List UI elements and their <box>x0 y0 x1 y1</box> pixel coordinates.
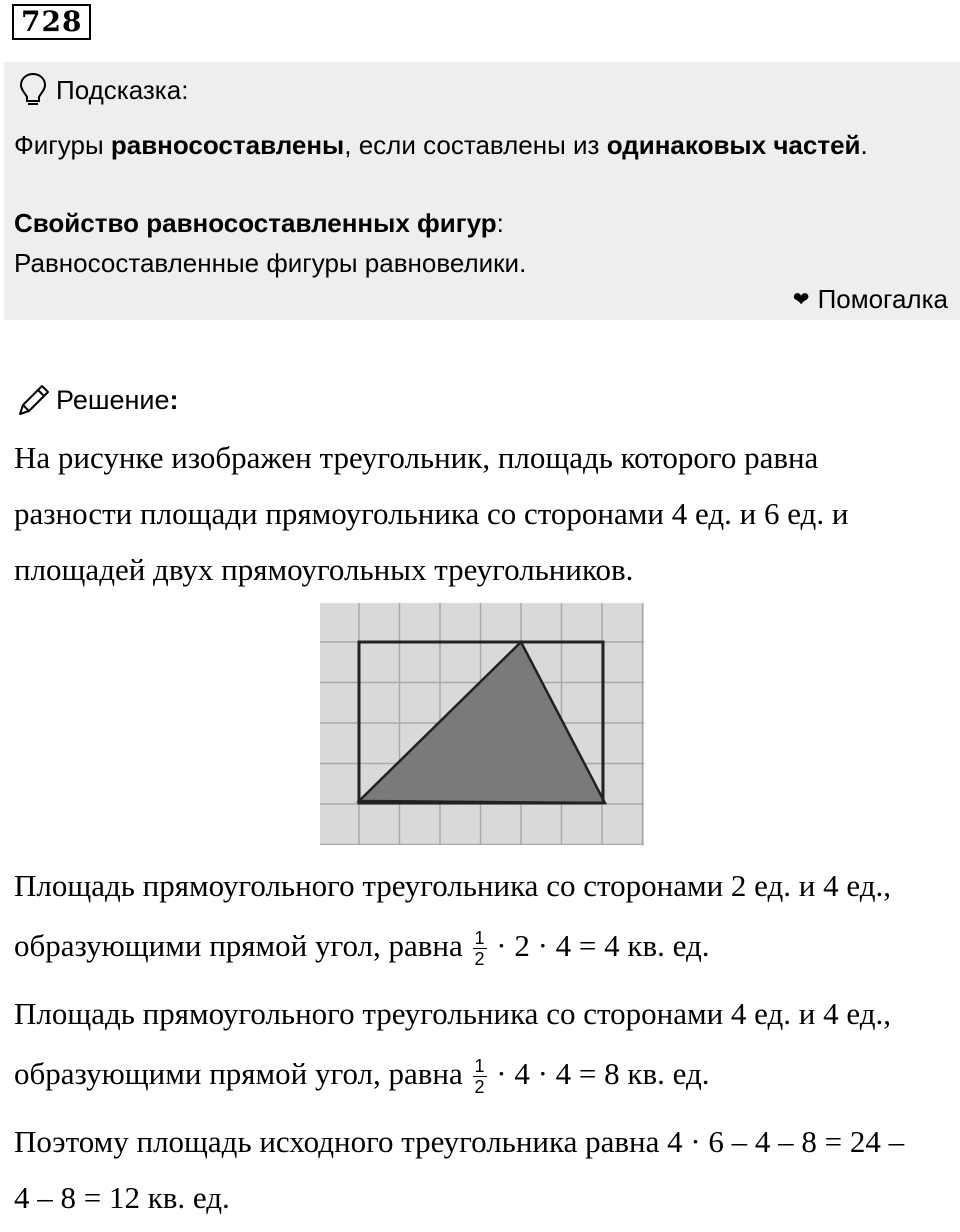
solution-header <box>16 378 179 422</box>
triangle1-suffix: · 2 · 4 = 4 кв. ед. <box>496 928 710 963</box>
hint-bold-term: равносоставлены <box>110 130 345 160</box>
conclusion-line: Поэтому площадь исходного треугольника равна 4 · 6 – 4 – 8 = 24 – <box>14 1124 905 1159</box>
solution-title <box>56 385 179 416</box>
fraction-denominator: 2 <box>474 1077 485 1098</box>
hint-title: Подсказка: <box>56 74 189 105</box>
triangle2-prefix: образующими прямой угол, равна <box>14 1056 463 1091</box>
hint-property-title <box>14 208 504 239</box>
hint-property-text: Равносоставленные фигуры равновелики. <box>14 248 527 278</box>
triangle2-line1: Площадь прямоугольного треугольника со сторонами 4 ед. и 4 ед., <box>14 996 891 1031</box>
hint-text-part: . <box>860 130 868 160</box>
fraction-numerator: 1 <box>474 928 485 949</box>
hint-text-part: , если составлены из <box>344 130 607 160</box>
triangle1-line2 <box>14 926 709 969</box>
triangle2-line2 <box>14 1054 709 1097</box>
fraction-denominator: 2 <box>474 949 485 970</box>
lightbulb-icon <box>18 72 48 108</box>
triangle-figure <box>320 603 644 845</box>
property-title: Свойство равносоставленных фигур <box>14 208 497 238</box>
hint-text-part: Фигуры <box>14 130 111 160</box>
hint-bold-term: одинаковых частей <box>606 130 861 160</box>
conclusion-line: 4 – 8 = 12 кв. ед. <box>14 1180 230 1215</box>
task-number: 728 <box>12 4 91 40</box>
property-colon: : <box>496 208 504 238</box>
triangle1-prefix: образующими прямой угол, равна <box>14 928 463 963</box>
hint-header <box>18 70 188 110</box>
helper-label: Помогалка <box>817 284 948 314</box>
pencil-icon <box>16 382 52 418</box>
intro-line: разности площади прямоугольника со сторонами 4 ед. и 6 ед. и <box>14 496 849 531</box>
fraction-one-half <box>473 1056 487 1097</box>
solution-title-colon: : <box>169 384 179 415</box>
triangle2-suffix: · 4 · 4 = 8 кв. ед. <box>496 1056 710 1091</box>
triangle1-line1: Площадь прямоугольного треугольника со сторонами 2 ед. и 4 ед., <box>14 868 891 903</box>
intro-line: На рисунке изображен треугольник, площадь которого равна <box>14 440 819 475</box>
intro-line: площадей двух прямоугольных треугольников. <box>14 552 634 587</box>
helper-link[interactable] <box>793 284 948 315</box>
solution-title-text: Решение <box>56 384 170 415</box>
heart-icon: ❤ <box>792 289 810 311</box>
hint-panel <box>4 62 960 320</box>
fraction-numerator: 1 <box>474 1056 485 1077</box>
hint-definition <box>14 130 868 161</box>
fraction-one-half <box>473 928 487 969</box>
